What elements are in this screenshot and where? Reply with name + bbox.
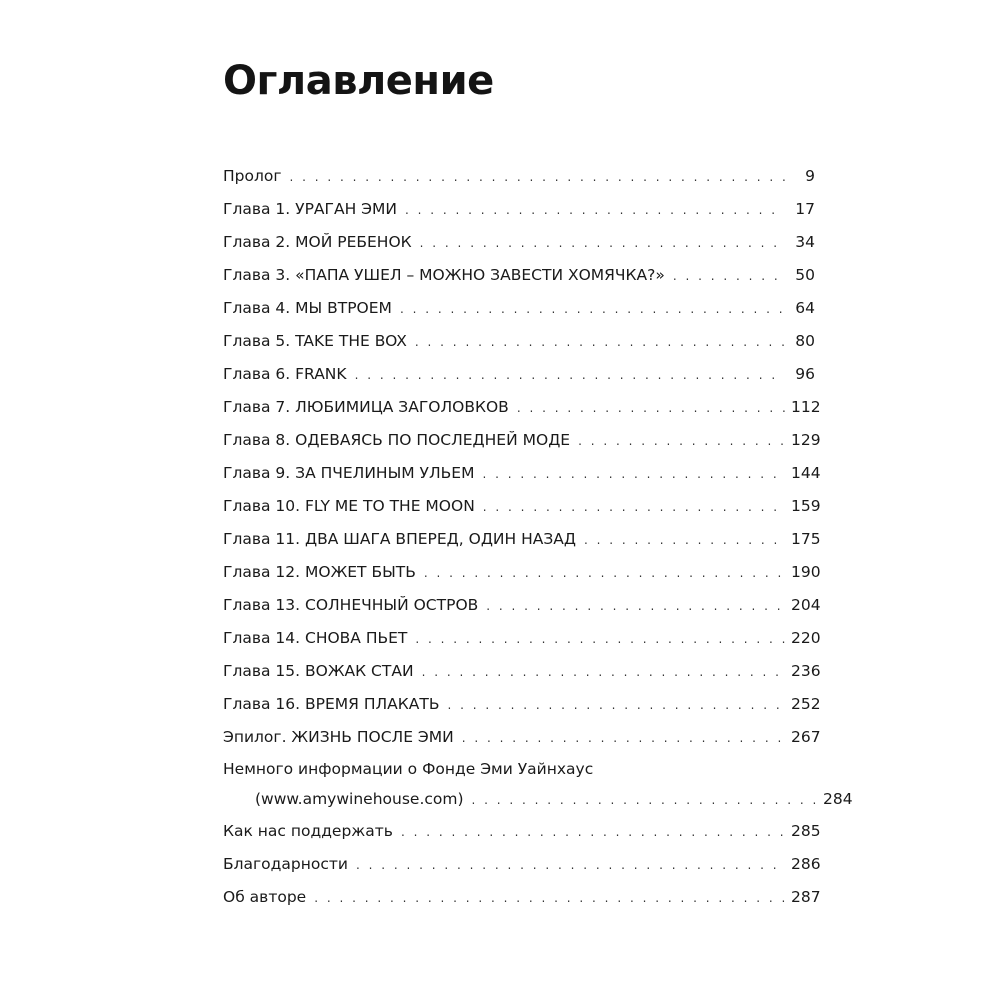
toc-entry-page: 175 [791, 530, 821, 548]
toc-entry [223, 259, 815, 292]
toc-entry-label: Глава 6. FRANK [223, 365, 347, 383]
toc-entry-page: 96 [795, 365, 815, 383]
toc-entry-label: Эпилог. ЖИЗНЬ ПОСЛЕ ЭМИ [223, 728, 454, 746]
toc-entry [223, 292, 815, 325]
dot-leader [486, 590, 785, 622]
toc-entry-page: 286 [791, 855, 821, 873]
toc-entry-label: Глава 5. TAKE THE BOX [223, 332, 407, 350]
toc-entry-label: Пролог [223, 167, 282, 185]
dot-leader [401, 816, 785, 848]
dot-leader [472, 785, 817, 815]
toc-entry [223, 358, 815, 391]
toc-entry-page: 112 [791, 398, 821, 416]
dot-leader [517, 392, 785, 424]
toc-entry [223, 226, 815, 259]
toc-entry-page: 285 [791, 822, 821, 840]
page-title: Оглавление [223, 58, 494, 104]
dot-leader [290, 161, 785, 193]
toc-entry-page: 50 [795, 266, 815, 284]
toc-entry-page: 284 [823, 790, 853, 808]
toc-entry-label: Как нас поддержать [223, 822, 393, 840]
toc-entry-page: 34 [795, 233, 815, 251]
toc-entry-page: 204 [791, 596, 821, 614]
toc-entry [223, 815, 821, 848]
toc-entry-page: 190 [791, 563, 821, 581]
toc-entry-label-continued: (www.amywinehouse.com) [255, 790, 464, 808]
toc-entry-page: 252 [791, 695, 821, 713]
dot-leader [462, 722, 785, 754]
toc-entry [223, 160, 815, 193]
dot-leader [314, 882, 785, 914]
toc-entry-page: 144 [791, 464, 821, 482]
toc-entry-page: 129 [791, 431, 821, 449]
toc-entry-label: Благодарности [223, 855, 348, 873]
toc-entry-label: Глава 14. СНОВА ПЬЕТ [223, 629, 408, 647]
toc-entry [223, 754, 853, 815]
toc-entry-page: 267 [791, 728, 821, 746]
toc-entry [223, 193, 815, 226]
toc-entry-label: Глава 9. ЗА ПЧЕЛИНЫМ УЛЬЕМ [223, 464, 475, 482]
dot-leader [482, 458, 785, 490]
toc-entry-label: Немного информации о Фонде Эми Уайнхаус [223, 760, 594, 778]
toc-entry [223, 881, 821, 914]
toc-entry [223, 622, 821, 655]
dot-leader [424, 557, 785, 589]
dot-leader [578, 425, 785, 457]
toc-entry-label: Об авторе [223, 888, 307, 906]
toc-entry-page: 287 [791, 888, 821, 906]
toc-entry [223, 688, 821, 721]
toc-entry-label: Глава 7. ЛЮБИМИЦА ЗАГОЛОВКОВ [223, 398, 509, 416]
toc-entry [223, 325, 815, 358]
toc-entry-label: Глава 2. МОЙ РЕБЕНОК [223, 233, 412, 251]
toc-entry-page: 17 [795, 200, 815, 218]
toc-entry [223, 556, 821, 589]
toc-entry [223, 848, 821, 881]
toc-entry-label: Глава 8. ОДЕВАЯСЬ ПО ПОСЛЕДНЕЙ МОДЕ [223, 431, 571, 449]
toc-entry [223, 457, 821, 490]
toc-entry-page: 236 [791, 662, 821, 680]
toc-entry [223, 490, 821, 523]
dot-leader [422, 656, 785, 688]
toc-entry-page: 80 [795, 332, 815, 350]
toc-entry-label: Глава 3. «ПАПА УШЕЛ – МОЖНО ЗАВЕСТИ ХОМЯЧКА?» [223, 266, 665, 284]
dot-leader [483, 491, 785, 523]
dot-leader [584, 524, 785, 556]
toc-entry-label: Глава 1. УРАГАН ЭМИ [223, 200, 397, 218]
toc-entry-page: 64 [795, 299, 815, 317]
toc-entry-label: Глава 13. СОЛНЕЧНЫЙ ОСТРОВ [223, 596, 479, 614]
dot-leader [400, 293, 785, 325]
toc-entry-page: 9 [805, 167, 815, 185]
toc-entry-page: 220 [791, 629, 821, 647]
dot-leader [447, 689, 785, 721]
toc-entry-label: Глава 4. МЫ ВТРОЕМ [223, 299, 392, 317]
toc-list [223, 160, 853, 914]
dot-leader [405, 194, 785, 226]
dot-leader [356, 849, 785, 881]
toc-entry [223, 589, 821, 622]
toc-entry-label: Глава 15. ВОЖАК СТАИ [223, 662, 414, 680]
dot-leader [355, 359, 785, 391]
toc-entry [223, 721, 821, 754]
toc-entry-label: Глава 16. ВРЕМЯ ПЛАКАТЬ [223, 695, 440, 713]
toc-entry [223, 391, 821, 424]
dot-leader [415, 623, 785, 655]
toc-entry-label: Глава 11. ДВА ШАГА ВПЕРЕД, ОДИН НАЗАД [223, 530, 577, 548]
dot-leader [673, 260, 785, 292]
toc-entry [223, 523, 821, 556]
dot-leader [420, 227, 785, 259]
toc-entry-page: 159 [791, 497, 821, 515]
toc-entry-label: Глава 12. МОЖЕТ БЫТЬ [223, 563, 416, 581]
dot-leader [415, 326, 785, 358]
toc-entry [223, 655, 821, 688]
toc-entry [223, 424, 821, 457]
toc-entry-label: Глава 10. FLY ME TO THE MOON [223, 497, 475, 515]
